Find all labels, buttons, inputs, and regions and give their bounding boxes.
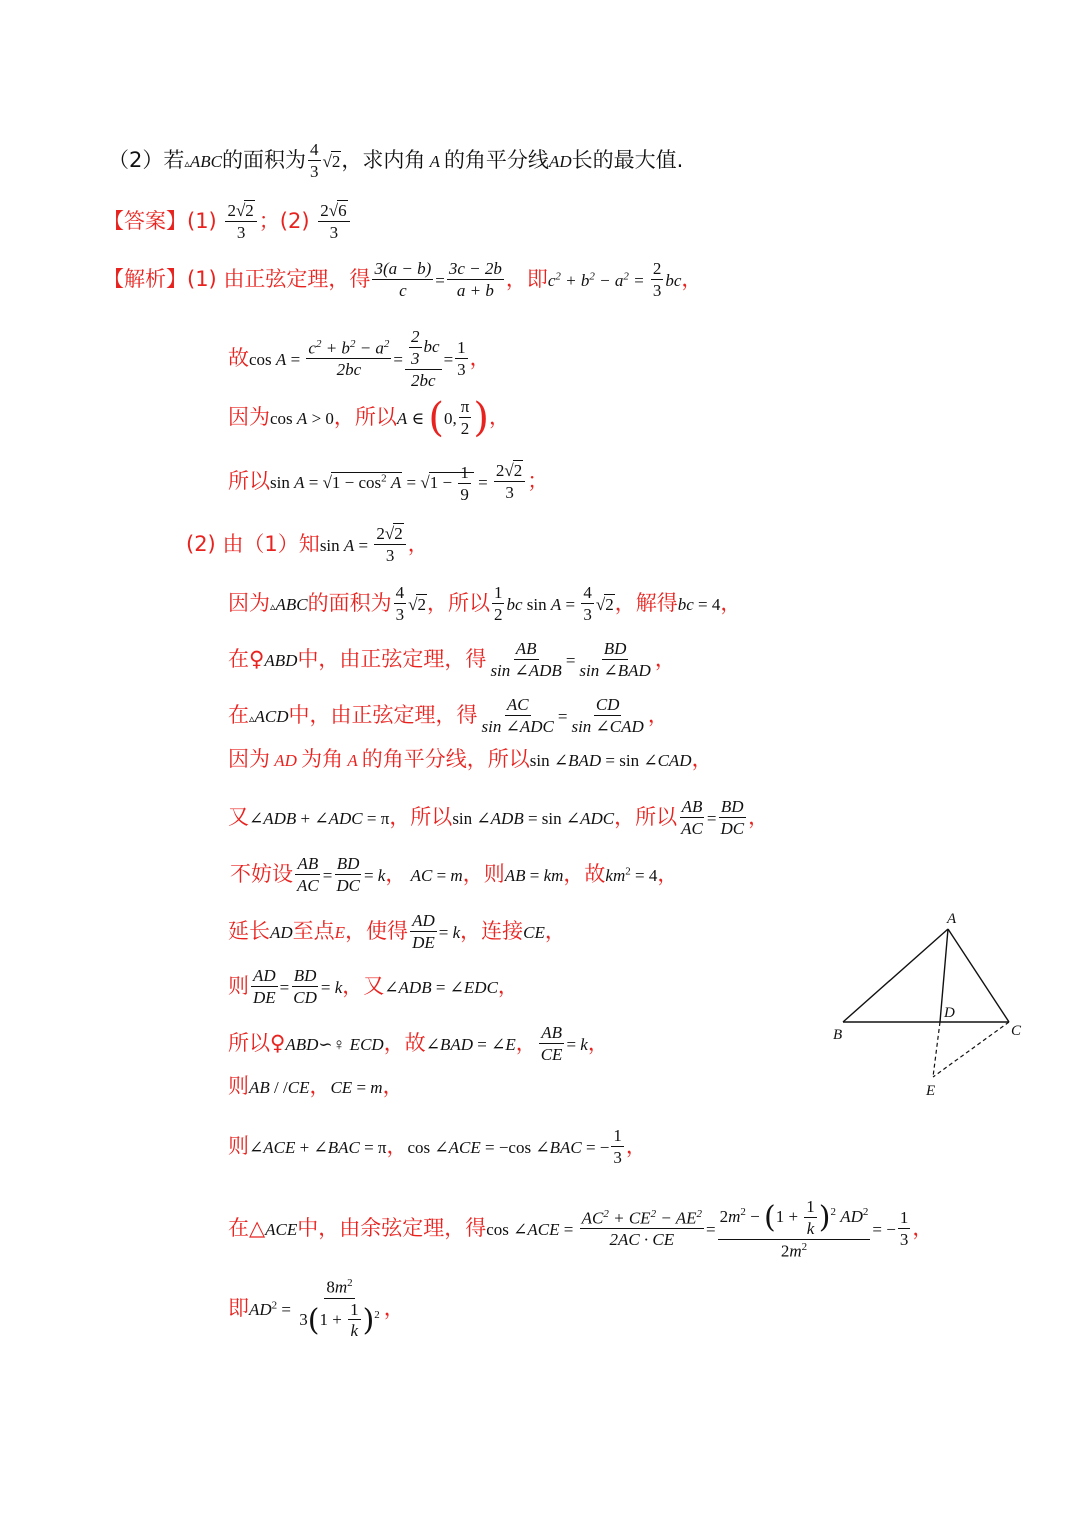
triangle-figure [825,905,1045,1105]
analysis-line-2: 故cos A = $\frac{c^2 + b^2 - a^2}{2bc}$ = $\frac{2}{3}$ bc 2bc = $\frac{1}{3}$ ， [228,327,491,390]
analysis-label: 【解析】 [103,266,187,291]
analysis-line-5: (2) 由（1）知sin A = $\frac{2√2}{3}$ ， [186,524,429,565]
analysis-line-13: 则 $\frac{AD}{DE}$ = $\frac{BD}{CD}$ = k，又∠ADB = ∠EDC， [228,966,519,1007]
question-part2: （2）若▵ABC的面积为 $\frac{4}{3}$ √2，求内角 A 的角平分线AD长的最大值. [108,140,684,181]
analysis-line-15: 则AB / /CE，CE = m， [228,1074,404,1098]
label-c: C [1011,1023,1022,1039]
analysis-line-1: 【解析】(1) 由正弦定理，得 $\frac{3(a - b)}{c}$ = $\frac{3c - 2b}{a + b}$ ，即$c^2 + b^2 - a^2$ = $\frac{2}{3}$ bc， [103,259,703,300]
analysis-line-17: 在△ACE中，由余弦定理，得cos ∠ACE = $\frac{AC^2 + CE^2 - AE^2}{2AC \cdot CE}$ = $2m^2 - (1$ + $\frac{1}{k}$ )$^2$ $AD^2$ $2m^2$ = − $\frac{1}{3}$ ， [228,1197,934,1261]
analysis-line-3: 因为cos A > 0，所以A ∈ (0, $\frac{\pi}{2}$ )， [228,395,510,441]
question-prefix: （2）若 [108,147,185,172]
side-ac [948,929,1009,1022]
analysis-line-16: 则∠ACE + ∠BAC = π，cos ∠ACE = −cos ∠BAC = − $\frac{1}{3}$ ， [228,1126,647,1167]
analysis-line-4: 所以$\sin A = √1 - \cos^2 A = √1$ − $\frac{1}{9}$ = $\frac{2√2}{3}$ ； [228,461,549,504]
analysis-line-6: 因为▵ABC的面积为 $\frac{4}{3}$ √2，所以 $\frac{1}{2}$ bc sin A = $\frac{4}{3}$ √2，解得bc = 4， [228,583,742,624]
analysis-line-18: 即$AD^2$ = $8m^2$ 3(1 + $\frac{1}{k}$ )$^2$ ， [228,1277,405,1341]
label-b: B [833,1027,843,1043]
label-a: A [947,911,957,927]
analysis-line-10: 又∠ADB + ∠ADC = π，所以sin ∠ADB = sin ∠ADC，所以 $\frac{AB}{AC}$ = $\frac{BD}{DC}$ ， [228,797,770,838]
analysis-line-7: 在♀ABD中，由正弦定理，得 $\frac{AB}{\text{sin ∠ADB}}$ = $\frac{BD}{\text{sin ∠BAD}}$ ， [228,639,676,680]
segment-ce [933,1022,1009,1077]
label-d: D [944,1005,955,1021]
analysis-line-9: 因为 AD 为角 A 的角平分线，所以sin ∠BAD = sin ∠CAD， [228,747,713,771]
label-e: E [926,1083,936,1099]
answer-line: 【答案】(1) $\frac{2√2}{3}$ ；(2) $\frac{2√6}{3}$ [103,202,352,242]
analysis-line-12: 延长AD至点E，使得 $\frac{AD}{DE}$ = k，连接CE， [228,911,566,952]
segment-de [933,1022,940,1077]
analysis-line-8: 在▵ACD中，由正弦定理，得 $\frac{AC}{\text{sin ∠ADC}}$ = $\frac{CD}{\text{sin ∠CAD}}$ ， [228,695,669,736]
side-ab [843,929,948,1022]
analysis-line-14: 所以♀ABD∽♀ ECD，故∠BAD = ∠E， $\frac{AB}{CE}$ = k， [228,1023,609,1064]
answer-label: 【答案】 [103,208,187,233]
analysis-line-11: 不妨设 $\frac{AB}{AC}$ = $\frac{BD}{DC}$ = k， AC = m，则AB = km，故$km^2 = 4$， [230,854,679,895]
